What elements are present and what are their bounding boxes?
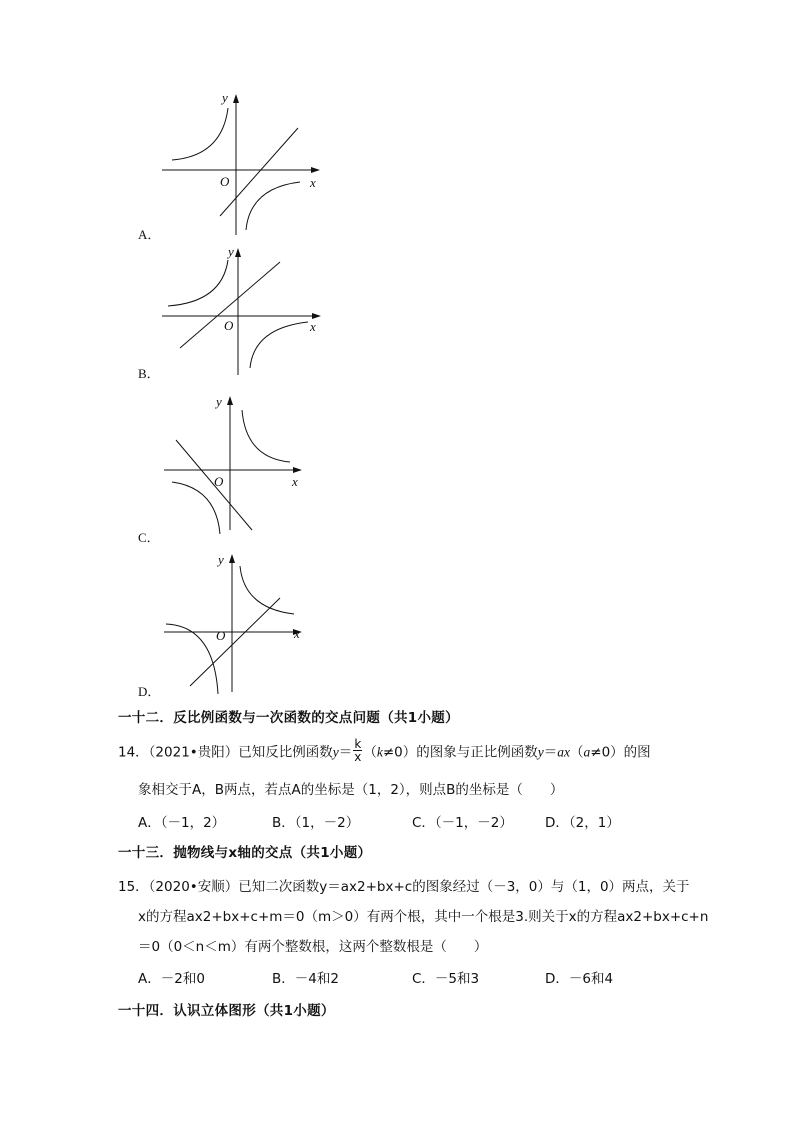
q14-choice-d[interactable]: D．（2，1） xyxy=(545,815,620,831)
q15-line-3: ＝0（0＜n＜m）有两个整数根，这两个整数根是（ ） xyxy=(138,939,488,955)
graph-d-label: D． xyxy=(138,684,161,699)
section-14-title: 一十四．认识立体图形（共1小题） xyxy=(118,1003,335,1019)
x-axis-label: x xyxy=(310,175,316,190)
q15-choice-d[interactable]: D．－6和4 xyxy=(545,971,614,987)
graph-option-c xyxy=(160,390,330,544)
graph-option-a xyxy=(160,90,330,244)
q14-choice-c[interactable]: C．（－1，－2） xyxy=(412,815,513,831)
section-12-title: 一十二．反比例函数与一次函数的交点问题（共1小题） xyxy=(118,710,459,726)
y-axis-label: y xyxy=(216,394,222,409)
x-axis-label: x xyxy=(292,474,298,489)
y-axis-label: y xyxy=(228,244,234,259)
section-13-title: 一十三．抛物线与x轴的交点（共1小题） xyxy=(118,845,372,861)
x-axis-label: x xyxy=(294,626,300,641)
q15-line-1: 15．（2020•安顺）已知二次函数y＝ax2+bx+c的图象经过（－3，0）与（1，0）两点，关于 xyxy=(118,879,690,895)
fraction-k-over-x: $\frac{k}{x}$ xyxy=(354,737,362,764)
q15-line-2: x的方程ax2+bx+c+m＝0（m＞0）有两个根，其中一个根是3.则关于x的方程ax2+bx+c+n xyxy=(138,909,709,925)
origin-label: O xyxy=(224,318,234,333)
graph-b-label: B． xyxy=(138,366,160,381)
q15-choice-c[interactable]: C．－5和3 xyxy=(412,971,480,987)
q14-choice-a[interactable]: A．（－1，2） xyxy=(138,815,226,831)
q14-line-2: 象相交于A，B两点，若点A的坐标是（1，2），则点B的坐标是（ ） xyxy=(138,782,564,798)
origin-label: O xyxy=(216,628,226,643)
y-axis-label: y xyxy=(218,552,224,567)
graph-c-label: C． xyxy=(138,530,160,545)
origin-label: O xyxy=(214,474,224,489)
graph-option-d xyxy=(160,548,330,700)
q15-choice-b[interactable]: B．－4和2 xyxy=(272,971,339,987)
origin-label: O xyxy=(220,174,230,189)
y-axis-label: y xyxy=(222,90,228,105)
graph-a-label: A． xyxy=(138,227,161,242)
graph-option-b xyxy=(160,240,330,384)
q14-choice-b[interactable]: B．（1，－2） xyxy=(272,815,360,831)
q15-choice-a[interactable]: A．－2和0 xyxy=(138,971,205,987)
q14-line-1: 14．（2021•贵阳）已知反比例函数y＝ $\frac{k}{x}$ （k≠0）的图象与正比例函数y＝ax（a≠0）的图 xyxy=(118,737,651,764)
x-axis-label: x xyxy=(310,319,316,334)
